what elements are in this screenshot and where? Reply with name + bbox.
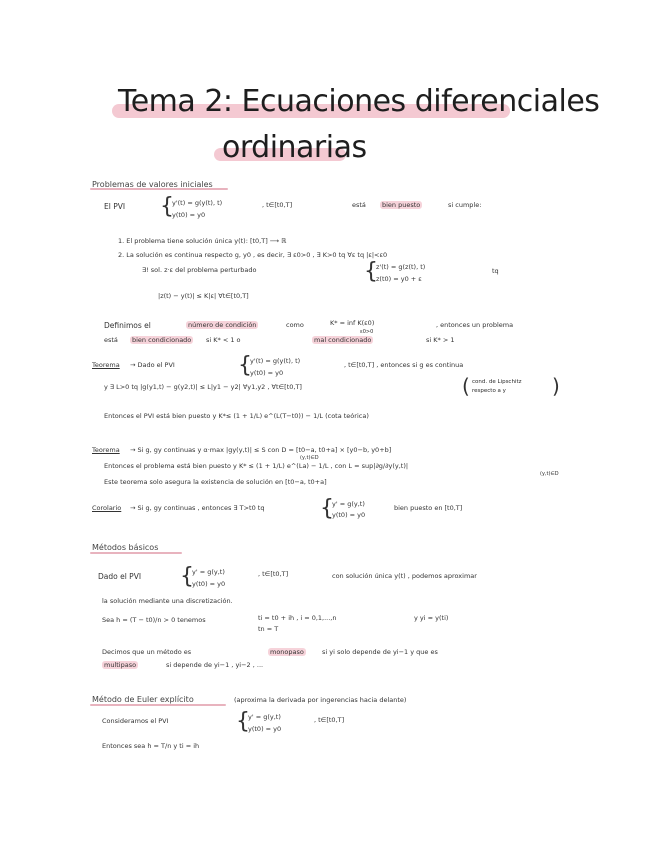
theorem-2-b: Entonces el problema está bien puesto y K* ≤ (1 + 1/L) e^(La) − 1/L , con L = sup|∂g/∂y(y,t)| [104, 462, 409, 470]
perturbed-eq-1: z'(t) = g(z(t), t) [376, 263, 426, 271]
pvi-eq-1: y'(t) = g(y(t), t) [172, 199, 223, 207]
pvi-domain: , t∈[t0,T] [262, 201, 293, 209]
bien-puesto-highlight: bien puesto [382, 201, 421, 209]
def-line2-a: está [104, 336, 118, 344]
def-line2-b: si K* < 1 o [206, 336, 241, 344]
section-heading-pvi: Problemas de valores iniciales [92, 180, 213, 189]
condition-1: 1. El problema tiene solución única y(t): [t0,T] ⟶ ℝ [118, 237, 287, 245]
metodos-c3: si depende de yi−1 , yi−2 , ... [166, 661, 264, 669]
brace: { [236, 709, 250, 734]
monopaso-highlight: monopaso [270, 648, 304, 656]
theorem-1-d: Entonces el PVI está bien puesto y K*≤ (1 + 1/L) e^(L(T−t0)) − 1/L (cota teórica) [104, 412, 369, 420]
metodos-b1: Sea h = (T − t0)/n > 0 tenemos [102, 616, 206, 624]
section-heading-metodos: Métodos básicos [92, 543, 159, 552]
theorem-1-b: , t∈[t0,T] , entonces si g es continua [344, 361, 464, 369]
pvi-eq-2: y(t0) = y0 [172, 211, 206, 219]
metodos-eq-2: y(t0) = y0 [192, 580, 226, 588]
corollary-eq-1: y' = g(y,t) [332, 500, 365, 508]
metodos-a4: la solución mediante una discretización. [102, 597, 233, 605]
corollary-eq-2: y(t0) = y0 [332, 511, 366, 519]
brace: { [160, 194, 174, 219]
theorem-1-a: → Dado el PVI [130, 361, 175, 369]
metodos-c2: si yi solo depende de yi−1 y que es [322, 648, 438, 656]
numero-condicion-highlight: número de condición [188, 321, 257, 329]
theorem-2-label: Teorema [92, 446, 120, 454]
theorem-2-a: → Si g, gy continuas y α·max |gy(y,t)| ≤ S con D = [t0−a, t0+a] × [y0−b, y0+b] [130, 446, 392, 454]
pvi-label: El PVI [104, 202, 126, 211]
brace: { [180, 564, 194, 589]
metodos-c1: Decimos que un método es [102, 648, 192, 656]
condition-2: 2. La solución es continua respecto g, y0 , es decir, ∃ ε0>0 , ∃ K>0 tq ∀ε tq |ε|<ε0 [118, 251, 388, 259]
section-heading-euler: Método de Euler explícito [92, 695, 194, 704]
theorem-1-note-2: respecto a y [472, 388, 506, 394]
theorem-1-c: y ∃ L>0 tq |g(y1,t) − g(y2,t)| ≤ L|y1 − y2| ∀y1,y2 , ∀t∈[t0,T] [104, 383, 302, 391]
euler-a2: , t∈[t0,T] [314, 716, 345, 724]
theorem-1-eq-1: y'(t) = g(y(t), t) [250, 357, 301, 365]
def-line1-a: Definimos el [104, 321, 151, 330]
mal-condicionado-highlight: mal condicionado [314, 336, 372, 344]
k-star-definition: K* = inf K(ε0) [330, 319, 375, 327]
metodos-b2: ti = t0 + ih , i = 0,1,...,n [258, 614, 337, 622]
corollary-b: bien puesto en [t0,T] [394, 504, 463, 512]
euler-note: (aproxima la derivada por ingerencias hacia delante) [234, 696, 407, 704]
multipaso-highlight: multipaso [104, 661, 137, 669]
section-underline [90, 704, 226, 706]
page-title-line2: ordinarias [222, 130, 367, 165]
page-title: Tema 2: Ecuaciones diferenciales [118, 84, 600, 119]
theorem-2-c: Este teorema solo asegura la existencia de solución en [t0−a, t0+a] [104, 478, 327, 486]
theorem-1-note-1: cond. de Lipschitz [472, 379, 522, 385]
section-underline [90, 552, 182, 554]
brace: { [364, 259, 378, 284]
corollary-a: → Si g, gy continuas , entonces ∃ T>t0 tq [130, 504, 265, 512]
corollary-label: Corolario [92, 504, 122, 512]
bien-condicionado-highlight: bien condicionado [132, 336, 192, 344]
tq-text: tq [492, 267, 499, 275]
theorem-2-sub: (y,t)∈D [300, 455, 319, 461]
euler-eq-2: y(t0) = y0 [248, 725, 282, 733]
metodos-eq-1: y' = g(y,t) [192, 568, 225, 576]
euler-eq-1: y' = g(y,t) [248, 713, 281, 721]
theorem-1-eq-2: y(t0) = y0 [250, 369, 284, 377]
theorem-2-sub-2: (y,t)∈D [540, 471, 559, 477]
condition-2b: ∃! sol. z·ε del problema perturbado [142, 266, 257, 274]
brace: ) [552, 374, 560, 398]
si-cumple-text: si cumple: [448, 201, 482, 209]
perturbed-eq-2: z(t0) = y0 + ε [376, 275, 422, 283]
condition-2c: |z(t) − y(t)| ≤ K|ε| ∀t∈[t0,T] [158, 292, 249, 300]
def-line2-c: si K* > 1 [426, 336, 455, 344]
metodos-b3: tn = T [258, 625, 279, 633]
k-star-sub: ε0>0 [360, 329, 374, 335]
theorem-1-label: Teorema [92, 361, 120, 369]
metodos-a3: con solución única y(t) , podemos aproximar [332, 572, 477, 580]
def-line1-b: como [286, 321, 304, 329]
brace: { [320, 496, 334, 521]
esta-text: está [352, 201, 366, 209]
euler-b1: Entonces sea h = T/n y ti = ih [102, 742, 200, 750]
def-line1-c: , entonces un problema [436, 321, 514, 329]
metodos-a1: Dado el PVI [98, 572, 142, 581]
metodos-b4: y yi ≈ y(ti) [414, 614, 449, 622]
brace: ( [462, 374, 470, 398]
euler-a1: Consideramos el PVI [102, 717, 169, 725]
brace: { [238, 353, 252, 378]
metodos-a2: , t∈[t0,T] [258, 570, 289, 578]
